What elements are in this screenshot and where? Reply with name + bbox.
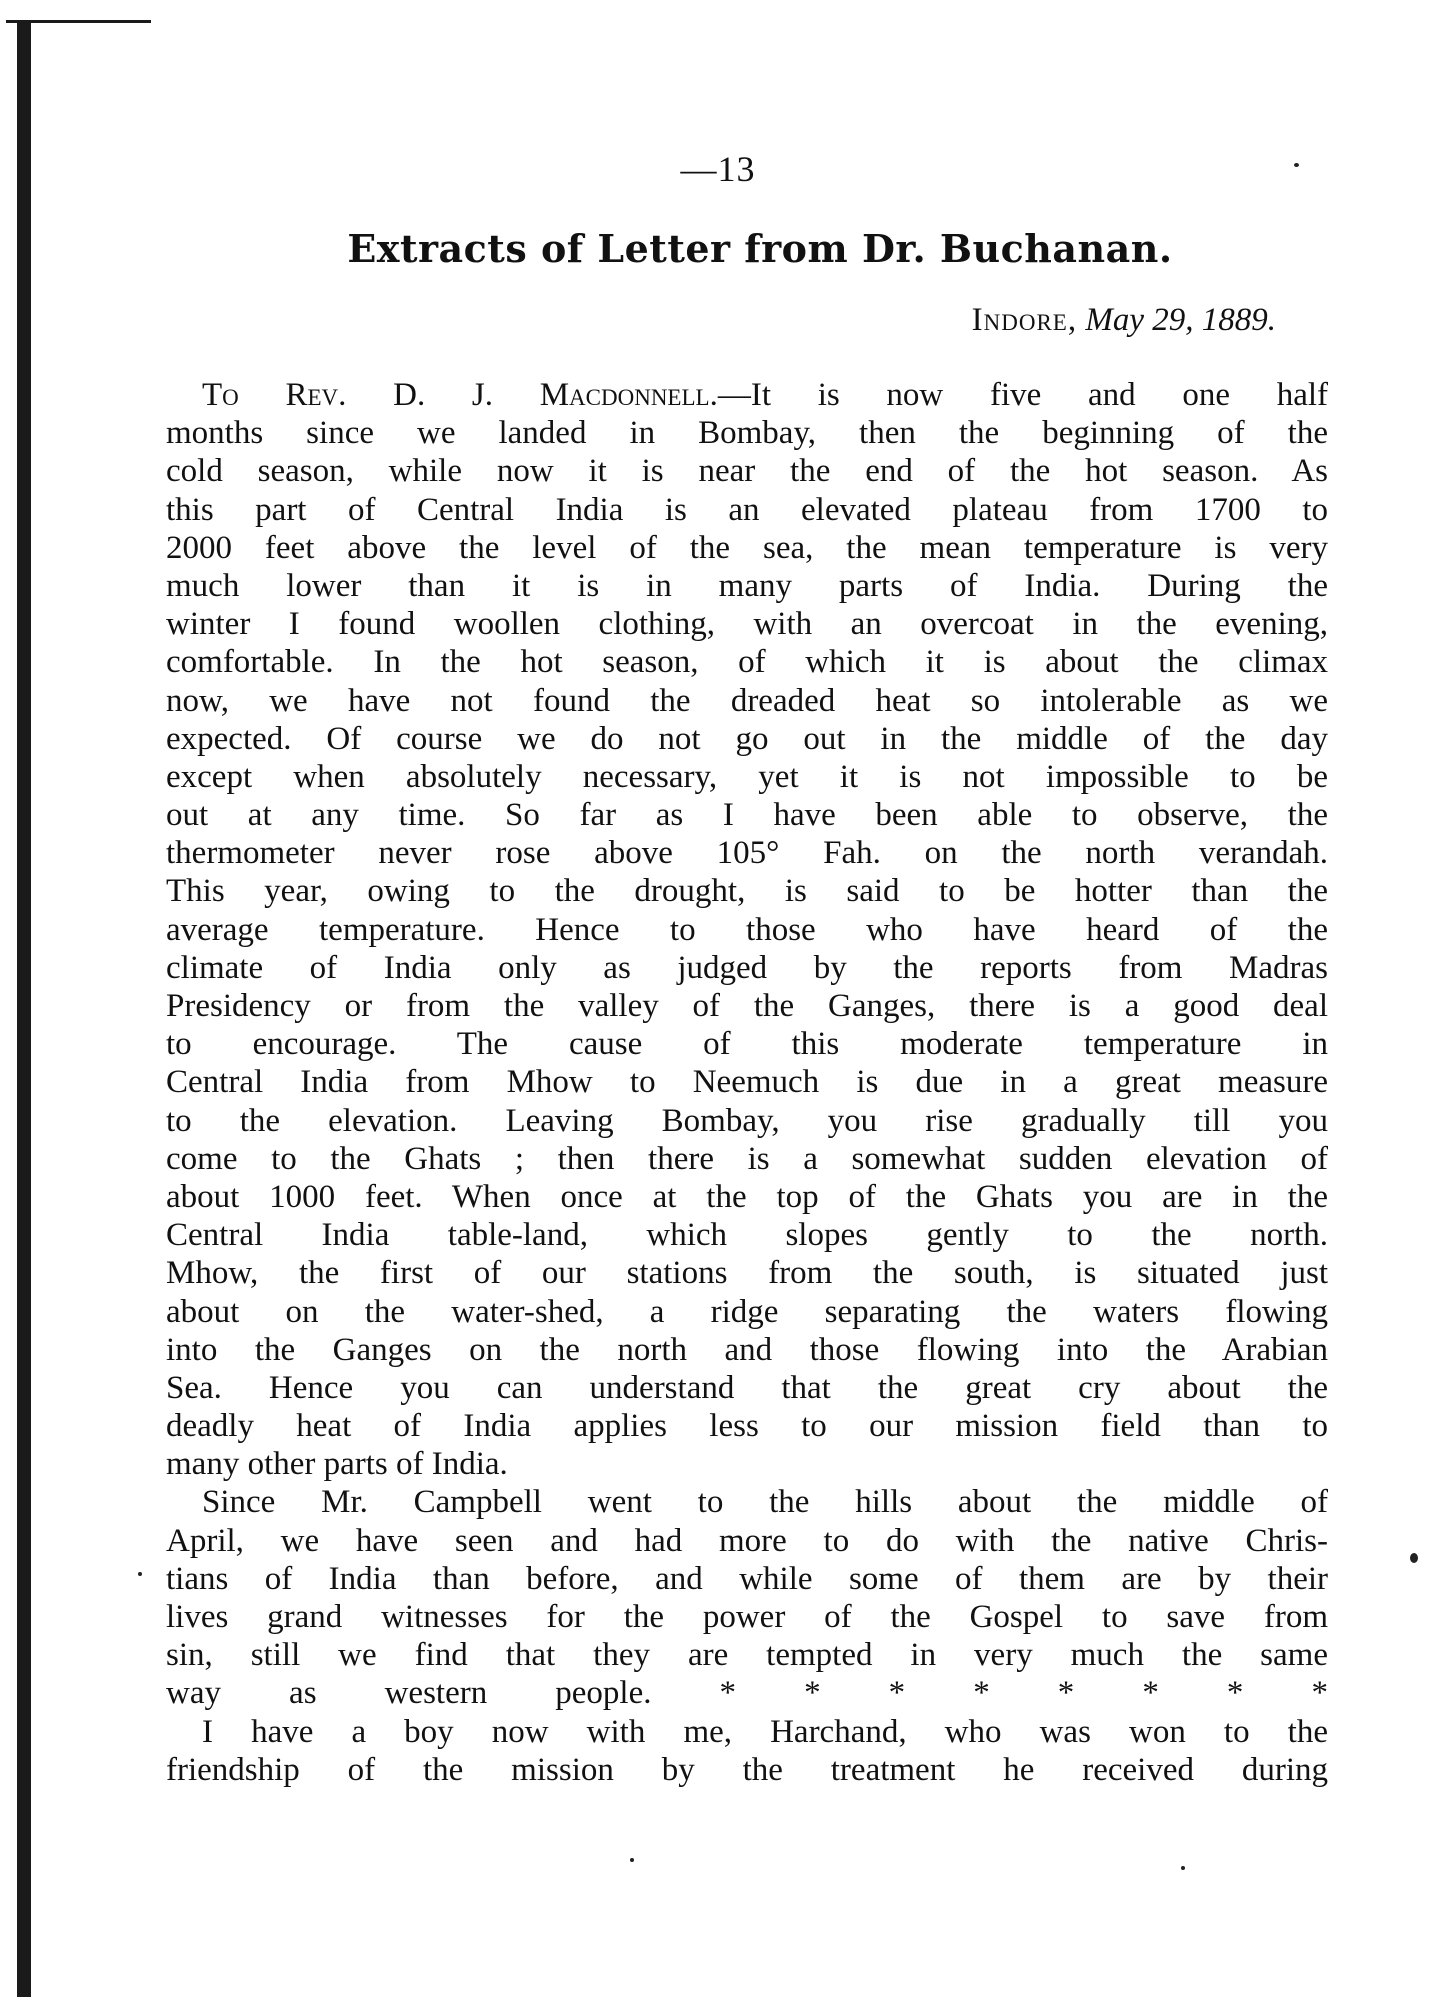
text-line: Presidency or from the valley of the Ganges, there is a good deal xyxy=(166,988,1328,1024)
page-number: —13 xyxy=(680,149,756,189)
text-line: Central India table-land, which slopes gently to the north. xyxy=(166,1217,1328,1254)
dateline xyxy=(972,302,1276,339)
text-line: much lower than it is in many parts of India. During the xyxy=(166,567,1328,604)
salutation: To Rev. D. J. Macdonnell. xyxy=(202,377,718,413)
text-line: way as western people. * * * * * * * * xyxy=(166,1675,1328,1712)
print-speck xyxy=(138,1572,142,1576)
text-line: average temperature. Hence to those who have heard of the xyxy=(166,911,1328,948)
text-line: out at any time. So far as I have been able to observe, the xyxy=(166,797,1328,834)
text-line xyxy=(166,376,1328,414)
text-line: into the Ganges on the north and those flowing into the Arabian xyxy=(166,1331,1328,1368)
text-line: to the elevation. Leaving Bombay, you rise gradually till you xyxy=(166,1102,1328,1139)
page-binding-edge xyxy=(17,22,31,1997)
text-line: Sea. Hence you can understand that the great cry about the xyxy=(166,1369,1328,1406)
text-line-content: —It is now five and one half xyxy=(717,377,1329,413)
text-line: this part of Central India is an elevated plateau from 1700 to xyxy=(166,491,1328,528)
text-line: Mhow, the first of our stations from the south, is situated just xyxy=(166,1255,1328,1292)
text-line: many other parts of India. xyxy=(166,1446,508,1483)
text-line: 2000 feet above the level of the sea, the mean temperature is very xyxy=(166,529,1328,566)
text-line: thermometer never rose above 105° Fah. on the north verandah. xyxy=(166,835,1328,872)
letter-body xyxy=(166,376,1328,1789)
text-line: come to the Ghats ; then there is a somewhat sudden elevation of xyxy=(166,1140,1328,1177)
text-line: April, we have seen and had more to do with the native Chris- xyxy=(166,1522,1328,1559)
text-line: now, we have not found the dreaded heat so intolerable as we xyxy=(166,682,1328,719)
page-title: Extracts of Letter from Dr. Buchanan. xyxy=(347,226,1173,271)
text-line: lives grand witnesses for the power of the Gospel to save from xyxy=(166,1599,1328,1635)
text-line: winter I found woollen clothing, with an overcoat in the evening, xyxy=(166,606,1328,643)
print-speck xyxy=(1181,1866,1185,1870)
text-line: to encourage. The cause of this moderate temperature in xyxy=(166,1026,1328,1063)
text-line: This year, owing to the drought, is said to be hotter than the xyxy=(166,873,1328,910)
text-line: Since Mr. Campbell went to the hills about the middle of xyxy=(202,1484,1328,1521)
text-line: friendship of the mission by the treatment he received during xyxy=(166,1751,1328,1788)
print-speck xyxy=(1410,1553,1418,1563)
text-line: Central India from Mhow to Neemuch is due in a great measure xyxy=(166,1064,1328,1101)
dateline-place: Indore, xyxy=(971,302,1078,338)
text-line: deadly heat of India applies less to our mission field than to xyxy=(166,1408,1328,1445)
text-line: climate of India only as judged by the reports from Madras xyxy=(166,949,1328,986)
paragraph-3 xyxy=(166,1713,1328,1789)
text-line: sin, still we find that they are tempted in very much the same xyxy=(166,1637,1328,1674)
text-line: about 1000 feet. When once at the top of the Ghats you are in the xyxy=(166,1178,1328,1215)
text-line: I have a boy now with me, Harchand, who was won to the xyxy=(202,1713,1328,1750)
text-line: except when absolutely necessary, yet it is not impossible to be xyxy=(166,758,1328,795)
text-line: months since we landed in Bombay, then the beginning of the xyxy=(166,415,1328,452)
paragraph-1 xyxy=(166,376,1328,1483)
print-speck xyxy=(630,1858,634,1862)
paragraph-2 xyxy=(166,1483,1328,1712)
text-line: expected. Of course we do not go out in the middle of the day xyxy=(166,720,1328,757)
text-line: tians of India than before, and while some of them are by their xyxy=(166,1560,1328,1597)
text-line: comfortable. In the hot season, of which it is about the climax xyxy=(166,644,1328,681)
text-line: cold season, while now it is near the end of the hot season. As xyxy=(166,453,1328,490)
text-line: about on the water-shed, a ridge separating the waters flowing xyxy=(166,1293,1328,1330)
dateline-date: May 29, 1889. xyxy=(1085,302,1276,338)
